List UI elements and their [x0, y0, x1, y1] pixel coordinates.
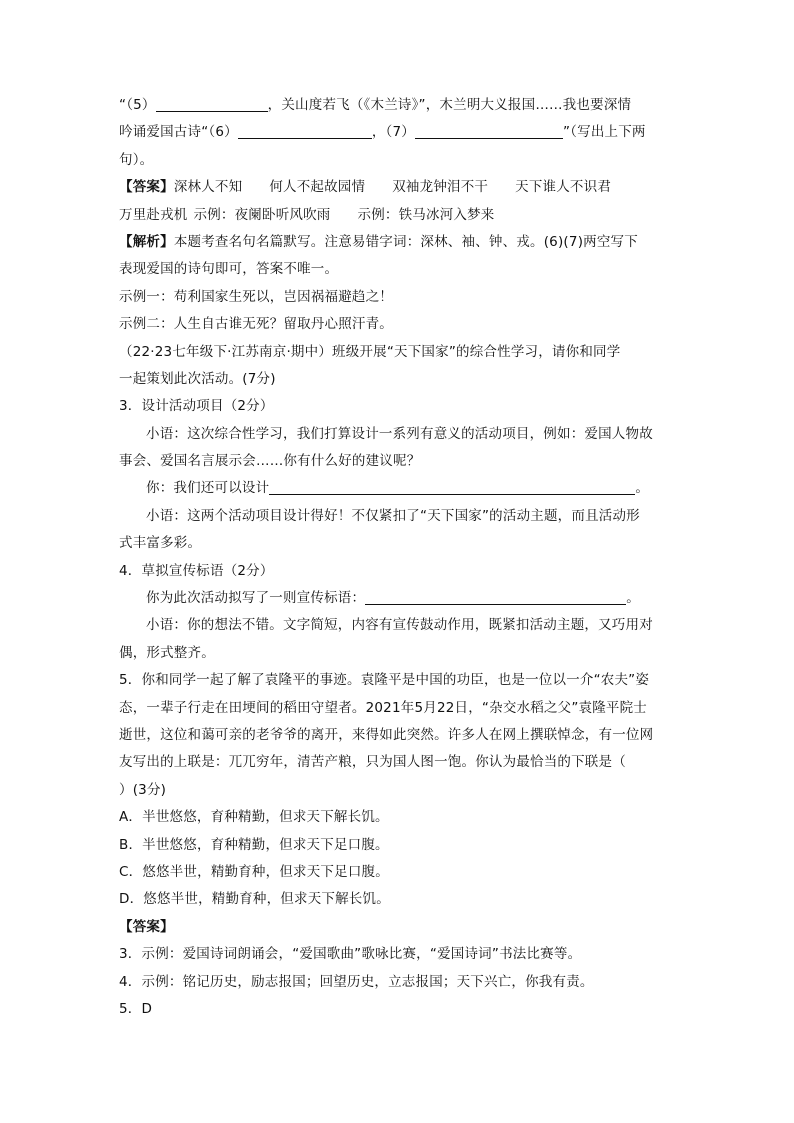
answer-item: 双袖龙钟泪不干: [392, 179, 489, 196]
answer-5: 5．D: [119, 1000, 153, 1017]
analysis-line-2: 表现爱国的诗句即可，答案不唯一。: [119, 261, 339, 278]
analysis-example-2: 示例二：人生自古谁无死？留取丹心照汗青。: [119, 316, 393, 333]
answer-blank-q4: [365, 588, 626, 605]
question-4-response-line: [119, 585, 674, 612]
question-5-line-4: 友写出的上联是：兀兀穷年，清苦产粮，只为国人图一饱。你认为最恰当的下联是（: [119, 754, 626, 771]
question-3-response-line: [119, 475, 674, 502]
answer-blank-q3: [269, 478, 635, 495]
text: ”（写出上下两: [562, 124, 646, 141]
text: “（5）: [119, 97, 156, 113]
question-4-feedback-line-2: 偶，形式整齐。: [119, 644, 215, 661]
answer-4: 4．示例：铭记历史，励志报国；回望历史，立志报国；天下兴亡，你我有责。: [119, 973, 594, 990]
answer-line-2: [119, 202, 674, 229]
answer-item: 何人不起故园情: [269, 179, 366, 196]
intro-line-2: 一起策划此次活动。(7分): [119, 370, 276, 387]
text: 。: [626, 590, 640, 607]
answer-item: 示例：铁马冰河入梦来: [357, 206, 495, 223]
fill-question-line-3: 句）。: [119, 151, 154, 168]
text: ，关山度若飞（《木兰诗》”，木兰明大义报国……我也要深情: [267, 97, 632, 113]
text: 你为此次活动拟写了一则宣传标语：: [146, 590, 366, 607]
question-4-title: 4．草拟宣传标语（2分）: [119, 562, 274, 579]
document-page: [119, 92, 674, 1023]
question-3-prompt-line-2: 事会、爱国名言展示会……你有什么好的建议呢？: [119, 453, 421, 470]
answer-3: 3．示例：爱国诗词朗诵会，“爱国歌曲”歌咏比赛，“爱国诗词”书法比赛等。: [119, 946, 582, 963]
question-3-prompt-line-1: 小语：这次综合性学习，我们打算设计一系列有意义的活动项目，例如：爱国人物故: [146, 425, 653, 442]
answer-tag-2: 【答案】: [119, 918, 174, 935]
text: 你：我们还可以设计: [146, 480, 270, 497]
analysis-example-1: 示例一：苟利国家生死以，岂因祸福避趋之！: [119, 288, 393, 305]
intro-line-1: （22·23七年级下·江苏南京·期中）班级开展“天下国家”的综合性学习，请你和同学: [119, 343, 621, 360]
analysis-line-1: [119, 229, 674, 256]
analysis-tag: 【解析】: [119, 233, 174, 250]
fill-question-line-1: [119, 92, 674, 119]
answer-blank-6: [238, 122, 372, 139]
answer-tag: 【答案】: [119, 179, 174, 196]
answer-blank-5: [156, 95, 268, 112]
text: 。: [635, 480, 650, 497]
question-4-feedback-line-1: 小语：你的想法不错。文字简短，内容有宣传鼓动作用，既紧扣活动主题，又巧用对: [146, 617, 653, 634]
text: 吟诵爱国古诗“（6）: [119, 124, 238, 141]
question-5-line-2: 态，一辈子行走在田埂间的稻田守望者。2021年5月22日，“杂交水稻之父”袁隆平院士: [119, 699, 648, 716]
question-5-line-1: 5．你和同学一起了解了袁隆平的事迹。袁隆平是中国的功臣，也是一位以一介“农夫”姿: [119, 672, 650, 689]
fill-question-line-2: [119, 119, 674, 146]
option-c: C．悠悠半世，精勤育种，但求天下足口腹。: [119, 863, 389, 880]
question-5-line-5: ）(3分): [119, 781, 167, 798]
question-3-title: 3．设计活动项目（2分）: [119, 398, 274, 415]
option-d: D．悠悠半世，精勤育种，但求天下解长饥。: [119, 891, 390, 908]
question-3-followup-line-1: 小语：这两个活动项目设计得好！不仅紧扣了“天下国家”的活动主题，而且活动形: [146, 507, 640, 524]
question-5-line-3: 逝世，这位和蔼可亲的老爷爷的离开，来得如此突然。许多人在网上撰联悼念，有一位网: [119, 726, 654, 743]
answer-item: 示例：夜阑卧听风吹雨: [193, 206, 331, 223]
option-a: A．半世悠悠，育种精勤，但求天下解长饥。: [119, 809, 389, 826]
answer-item: 万里赴戎机: [119, 206, 188, 223]
answer-blank-7: [415, 122, 563, 139]
option-b: B．半世悠悠，育种精勤，但求天下足口腹。: [119, 836, 389, 853]
question-3-followup-line-2: 式丰富多彩。: [119, 535, 202, 552]
answer-line-1: [119, 174, 674, 201]
text: 本题考查名句名篇默写。注意易错字词：深林、袖、钟、戎。(6)(7)两空写下: [173, 233, 638, 250]
text: ，（7）: [371, 124, 415, 141]
answer-item: 深林人不知: [173, 179, 243, 196]
answer-item: 天下谁人不识君: [515, 179, 612, 196]
